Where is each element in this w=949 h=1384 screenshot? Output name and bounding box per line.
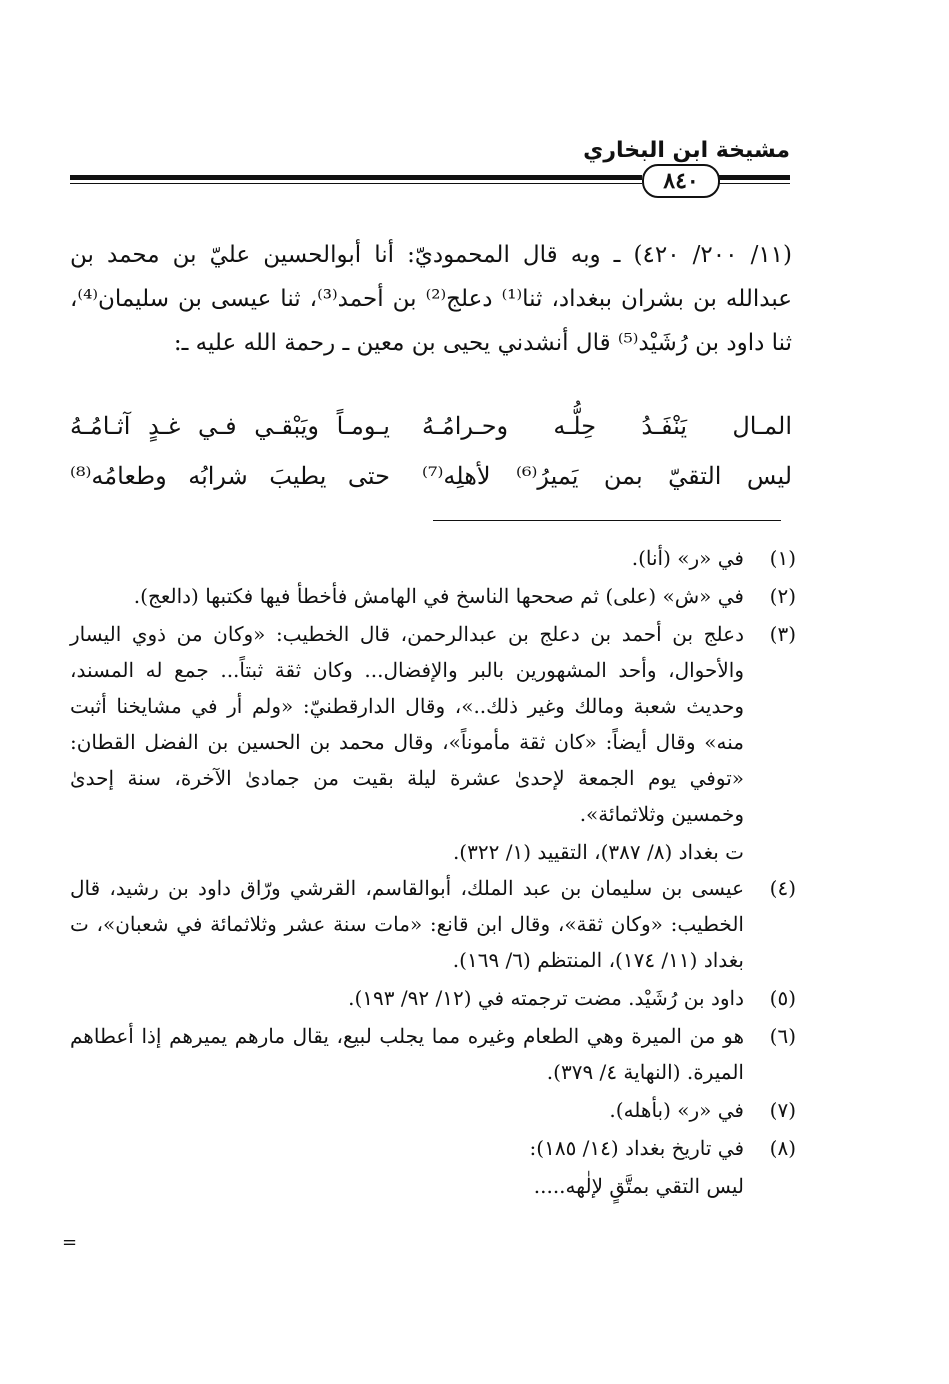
footnote-number: (٣)	[769, 622, 796, 646]
footnote	[70, 616, 796, 832]
footnote-text: داود بن رُشَيْد. مضت ترجمته في (١٢/ ٩٢/ ١٩٣).	[348, 986, 744, 1010]
footnote-text: في «ش» (على) ثم صححها الناسخ في الهامش فأخطأ فيها فكتبها (دالعج).	[133, 584, 744, 608]
footnote-number: (٢)	[769, 584, 796, 608]
footnote-text: عيسى بن سليمان بن عبد الملك، أبوالقاسم، القرشي ورّاق داود بن رشيد، قال الخطيب: «وكان ثقة»، وقال ابن قانع: «مات سنة عشر وثلاثمائة في شعبان»، ت بغداد (١١/ ١٧٤)، المنتظم (٦/ ١٦٩).	[70, 876, 744, 972]
footnotes	[70, 540, 796, 1204]
footnote	[70, 578, 796, 614]
footnote-text: في تاريخ بغداد (١٤/ ١٨٥):	[529, 1136, 744, 1160]
verse-second-hemistich: يـومـاً ويَبْقـي فـي غـدٍ آثـامُـهُ	[70, 412, 390, 440]
footnote-text: في «ر» (بأهله).	[609, 1098, 744, 1122]
footnote-number: (٦)	[769, 1024, 796, 1048]
poem	[70, 412, 792, 512]
footnote-number: (١)	[769, 546, 796, 570]
footnote-text: في «ر» (أنا).	[631, 546, 744, 570]
verse-first-hemistich: ليس التقيّ بمن يَميرُ⁽⁶⁾ لأهلِه⁽⁷⁾	[422, 462, 792, 490]
header-rule-thin	[70, 183, 642, 184]
book-title: مشيخة ابن البخاري	[583, 138, 790, 163]
footnote	[70, 980, 796, 1016]
main-text	[70, 233, 792, 365]
footnote	[70, 540, 796, 576]
header-rule-right	[718, 175, 790, 180]
footnote-text: دعلج بن أحمد بن دعلج بن عبدالرحمن، قال الخطيب: «وكان من ذوي اليسار والأحوال، وأحد المشهورين بالبر والإفضال... وكان ثقة ثبتاً... جمع له المسند، وحديث شعبة ومالك وغير ذلك..»، وقال الدارقطنيّ: «ولم أر في مشايخنا أثبت منه» وقال أيضاً: «كان ثقة مأموناً»، وقال محمد بن الحسين بن الفضل القطان: «توفي يوم الجمعة لإحدىٰ عشرة ليلة بقيت من جمادىٰ الآخرة، سنة إحدىٰ وخمسين وثلاثمائة».	[70, 622, 744, 826]
verse-line	[70, 412, 792, 462]
footnote-verse-variant: ليس التقي بمتَّقٍ لإلٰهه.....	[533, 1174, 744, 1198]
margin-mark: =	[62, 1232, 78, 1253]
verse-second-hemistich: حتى يطيبَ شرابُه وطعامُه⁽⁸⁾	[70, 462, 390, 490]
footnote	[70, 1130, 796, 1166]
footnote-number: (٨)	[769, 1136, 796, 1160]
page-header	[70, 120, 790, 200]
footnote	[70, 1092, 796, 1128]
footnote-number: (٤)	[769, 876, 796, 900]
footnote-separator	[433, 520, 781, 521]
hadith-paragraph: (١١/ ٢٠٠/ ٤٢٠) ـ وبه قال المحموديّ: أنا أبوالحسين عليّ بن محمد بن عبدالله بن بشران ببغداد، ثنا⁽¹⁾ دعلج⁽²⁾ بن أحمد⁽³⁾، ثنا عيسى بن سليمان⁽⁴⁾، ثنا داود بن رُشَيْد⁽⁵⁾ قال أنشدني يحيى بن معين ـ رحمة الله عليه ـ:	[70, 242, 793, 356]
footnote-text: هو من الميرة وهي الطعام وغيره مما يجلب لبيع، يقال مارهم يميرهم إذا أعطاهم الميرة. (النهاية ٤/ ٣٧٩).	[70, 1024, 744, 1084]
footnote-number: (٧)	[769, 1098, 796, 1122]
footnote-reference: ت بغداد (٨/ ٣٨٧)، التقييد (١/ ٣٢٢).	[452, 840, 744, 864]
header-rule-right-thin	[718, 183, 790, 184]
page-number: ٨٤٠	[642, 164, 720, 198]
footnote-number: (٥)	[769, 986, 796, 1010]
footnote	[70, 870, 796, 978]
footnote	[70, 1018, 796, 1090]
verse-first-hemistich: المـال يَنْفَـدُ حِلُّـه وحـرامُـهُ	[422, 412, 792, 440]
header-rule	[70, 175, 642, 180]
verse-line	[70, 462, 792, 512]
